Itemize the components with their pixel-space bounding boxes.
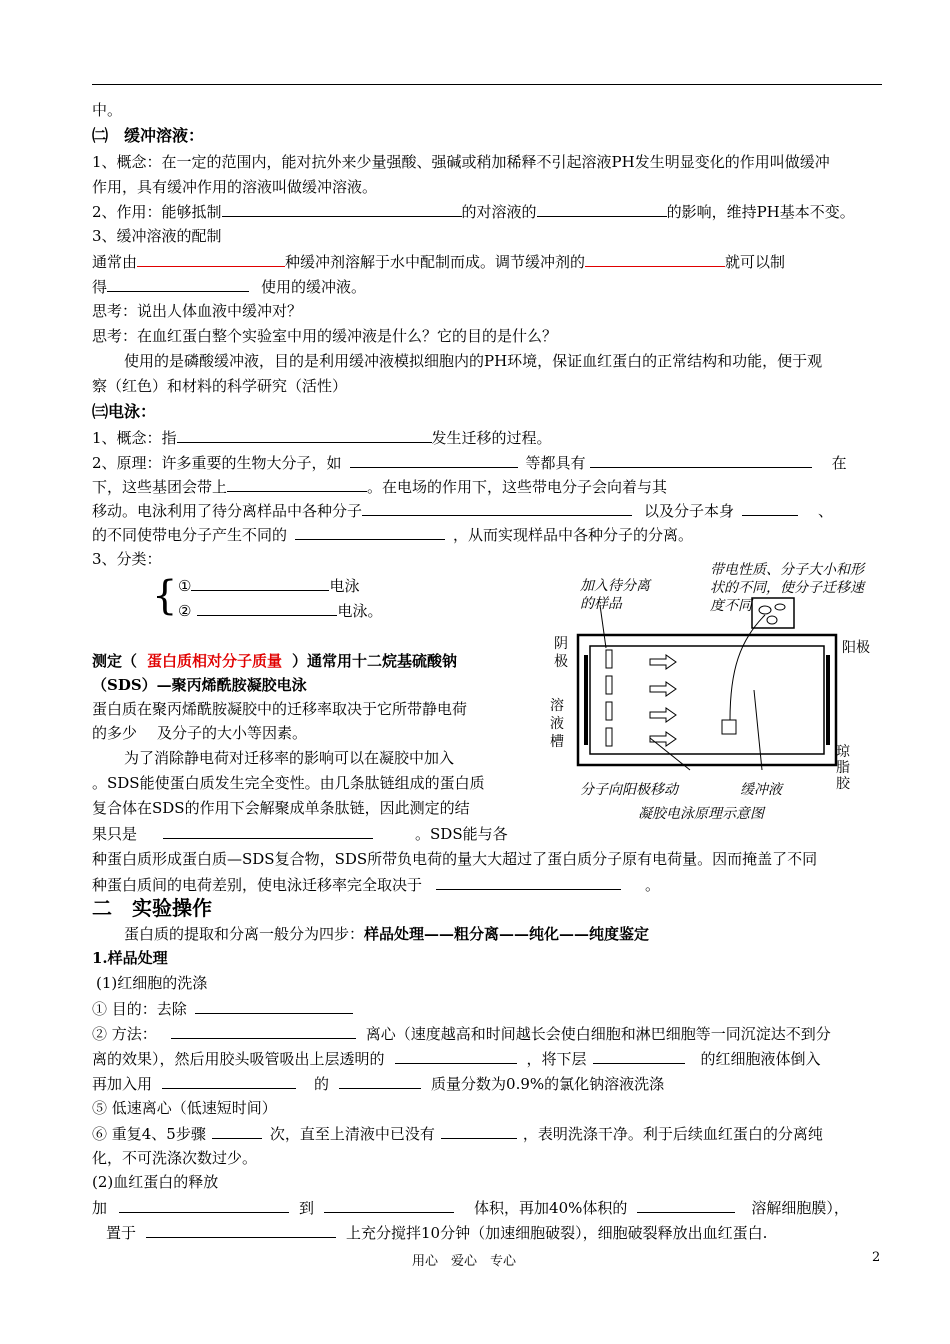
- text: 的多少: [92, 724, 138, 742]
- blank[interactable]: [137, 251, 285, 267]
- think-2: 思考：在血红蛋白整个实验室中用的缓冲液是什么？它的目的是什么？: [92, 327, 558, 345]
- text: 使用的缓冲液。: [261, 278, 367, 296]
- blank[interactable]: [107, 276, 249, 292]
- release-2: [106, 1222, 767, 1243]
- header-rule: [92, 84, 882, 85]
- text: 2、作用：能够抵制: [92, 203, 222, 221]
- arrow-icon: [650, 708, 676, 722]
- blank[interactable]: [436, 874, 621, 890]
- blank[interactable]: [177, 427, 432, 443]
- label-cathode-2: 极: [554, 654, 568, 670]
- think-1: 思考：说出人体血液中缓冲对？: [92, 302, 303, 320]
- sds-title-2: （SDS）—聚丙烯酰胺凝胶电泳: [92, 676, 307, 694]
- release-title: (2)血红蛋白的释放: [92, 1173, 219, 1191]
- text: ，将下层: [526, 1050, 587, 1068]
- label-agar: 琼: [836, 744, 850, 760]
- text: ⑥ 重复4、5步骤: [92, 1125, 206, 1143]
- buffer-function: [92, 201, 855, 222]
- anode-plate: [826, 655, 830, 745]
- blank[interactable]: [222, 201, 462, 217]
- pointer-line: [730, 615, 765, 720]
- pointer-line: [754, 690, 762, 770]
- blank[interactable]: [162, 1073, 296, 1089]
- buffer-prep: [92, 251, 785, 272]
- tank-outer: [578, 635, 836, 765]
- blank[interactable]: [339, 1073, 421, 1089]
- diagram-caption: 凝胶电泳原理示意图: [638, 806, 764, 822]
- text: 再加入用: [92, 1075, 153, 1093]
- sds-title: [92, 651, 457, 671]
- text: ① 目的：去除: [92, 1000, 187, 1018]
- sds-p4: 。SDS能使蛋白质发生完全变性。由几条肽链组成的蛋白质: [92, 774, 485, 792]
- cathode-plate: [584, 655, 588, 745]
- text: 到: [299, 1199, 315, 1217]
- text: 的影响，维持PH基本不变。: [666, 203, 855, 221]
- arrow-icon: [650, 682, 676, 696]
- page-number: 2: [872, 1250, 881, 1265]
- blank[interactable]: [585, 251, 725, 267]
- blank[interactable]: [212, 1123, 262, 1139]
- blank[interactable]: [119, 1197, 289, 1213]
- text: 等都具有: [525, 454, 586, 472]
- text: ）通常用十二烷基硫酸钠: [292, 652, 458, 670]
- blank[interactable]: [593, 1048, 685, 1064]
- text: 蛋白质的提取和分离一般分为四步：: [124, 925, 365, 943]
- label-agar-2: 脂: [836, 760, 850, 776]
- text: 溶解细胞膜），: [751, 1199, 849, 1217]
- footer-motto: 用心 爱心 专心: [412, 1254, 517, 1269]
- text: 种蛋白质间的电荷差别，使电泳迁移率完全取决于: [92, 876, 423, 894]
- blank[interactable]: [191, 575, 329, 591]
- sds-p8: [92, 874, 660, 895]
- blank[interactable]: [350, 452, 518, 468]
- label-sample: 加入待分离: [580, 578, 650, 594]
- wash-step-6: [92, 1123, 823, 1144]
- answer-1: 使用的是磷酸缓冲液，目的是利用缓冲液模拟细胞内的PH环境，保证血红蛋白的正常结构和功能，便于观: [124, 352, 823, 370]
- label-tank: 溶: [550, 698, 564, 714]
- text: 质量分数为0.9%的氯化钠溶液洗涤: [431, 1075, 665, 1093]
- text: 置于: [106, 1224, 137, 1242]
- label-note-3: 度不同: [710, 598, 752, 614]
- text: 在: [831, 454, 847, 472]
- text: ，表明洗涤干净。利于后续血红蛋白的分离纯: [522, 1125, 823, 1143]
- text: 发生迁移的过程。: [431, 429, 552, 447]
- wash-aim: [92, 998, 353, 1019]
- brace: {: [152, 573, 178, 619]
- text: 样品处理——粗分离——纯化——纯度鉴定: [364, 925, 650, 943]
- text: 移动。电泳利用了待分离样品中各种分子: [92, 502, 363, 520]
- text: 加: [92, 1199, 108, 1217]
- step-1-title: 1.样品处理: [92, 949, 168, 967]
- electro-principle-3: [92, 500, 833, 521]
- sample-box: [722, 720, 736, 734]
- label-anode: 阳极: [842, 640, 870, 656]
- blank[interactable]: [163, 823, 373, 839]
- text: 下，这些基团会带上: [92, 478, 228, 496]
- blank[interactable]: [324, 1197, 454, 1213]
- text: 离心（速度越高和时间越长会使白细胞和淋巴细胞等一同沉淀达不到分: [365, 1025, 831, 1043]
- sds-p6: [92, 823, 508, 844]
- blank[interactable]: [146, 1222, 336, 1238]
- well: [606, 728, 612, 746]
- electro-principle-1: [92, 452, 847, 473]
- text: 蛋白质相对分子质量: [147, 652, 283, 670]
- sds-p7: 种蛋白质形成蛋白质—SDS复合物，SDS所带负电荷的量大大超过了蛋白质分子原有电荷量。因而掩盖了不同: [92, 850, 818, 868]
- label-note-2: 状的不同，使分子迁移速: [710, 580, 864, 596]
- sds-p1: 蛋白质在聚丙烯酰胺凝胶中的迁移率取决于它所带静电荷: [92, 700, 468, 718]
- text: 2、原理：许多重要的生物大分子，如: [92, 454, 342, 472]
- electro-class-1: [178, 575, 359, 596]
- electro-principle-4: [92, 524, 693, 545]
- molecule: [767, 616, 777, 624]
- blank[interactable]: [590, 452, 812, 468]
- label-move: 分子向阳极移动: [580, 782, 678, 798]
- molecule: [759, 606, 771, 614]
- ops-intro: [124, 924, 649, 944]
- text: 的对溶液的: [461, 203, 537, 221]
- label-buffer: 缓冲液: [740, 782, 782, 798]
- wash-method: [92, 1023, 831, 1044]
- text: ，从而实现样品中各种分子的分离。: [453, 526, 694, 544]
- buffer-prep-2: [92, 276, 366, 297]
- wash-method-2: [92, 1048, 821, 1069]
- label-tank-3: 槽: [550, 734, 564, 750]
- text: 。在电场的作用下，这些带电分子会向着与其: [367, 478, 668, 496]
- text: 得: [92, 278, 108, 296]
- buffer-concept-1: 1、概念：在一定的范围内，能对抗外来少量强酸、强碱或稍加稀释不引起溶液PH发生明显变化的作用叫做缓冲: [92, 153, 830, 171]
- blank[interactable]: [537, 201, 667, 217]
- text: 的: [314, 1075, 330, 1093]
- well: [606, 650, 612, 668]
- sds-p3: 为了消除静电荷对迁移率的影响可以在凝胶中加入: [124, 749, 455, 767]
- well: [606, 676, 612, 694]
- label-tank-2: 液: [550, 716, 564, 732]
- release-1: [92, 1197, 849, 1218]
- arrow-icon: [650, 732, 676, 746]
- label-note-1: 带电性质、分子大小和形: [710, 562, 864, 578]
- blank[interactable]: [227, 476, 367, 492]
- molecule: [775, 604, 785, 610]
- sds-p5: 复合体在SDS的作用下会解聚成单条肽链，因此测定的结: [92, 799, 470, 817]
- text: ①: [178, 577, 192, 595]
- blank[interactable]: [362, 500, 632, 516]
- buffer-heading: ㈡ 缓冲溶液：: [92, 126, 205, 145]
- text: 电泳。: [337, 602, 383, 620]
- text: ② 方法：: [92, 1025, 157, 1043]
- gel-electrophoresis-diagram: [540, 560, 920, 830]
- text: 测定（: [92, 652, 138, 670]
- arrow-icon: [650, 655, 676, 669]
- text: 种缓冲剂溶解于水中配制而成。调节缓冲剂的: [285, 253, 586, 271]
- answer-2: 察（红色）和材料的科学研究（活性）: [92, 377, 348, 395]
- gel-inner: [590, 646, 824, 754]
- text: 的不同使带电分子产生不同的: [92, 526, 288, 544]
- blank[interactable]: [395, 1048, 517, 1064]
- electro-class-title: 3、分类：: [92, 550, 162, 568]
- electro-class-2: [178, 600, 382, 621]
- top-fragment: 中。: [92, 101, 123, 119]
- text: 离的效果），然后用胶头吸管吸出上层透明的: [92, 1050, 385, 1068]
- label-cathode: 阴: [554, 636, 568, 652]
- blank[interactable]: [742, 500, 798, 516]
- electro-principle-2: [92, 476, 667, 497]
- text: 。: [645, 876, 661, 894]
- text: 体积，再加40%体积的: [474, 1199, 628, 1217]
- text: 通常由: [92, 253, 138, 271]
- text: 。SDS能与各: [415, 825, 508, 843]
- blank[interactable]: [295, 524, 445, 540]
- wash-step-6b: 化，不可洗涤次数过少。: [92, 1149, 258, 1167]
- text: 次，直至上清液中已没有: [269, 1125, 435, 1143]
- text: ②: [178, 602, 192, 620]
- blank[interactable]: [637, 1197, 735, 1213]
- well: [606, 702, 612, 720]
- blank[interactable]: [171, 1023, 356, 1039]
- wash-title: (1)红细胞的洗涤: [96, 974, 208, 992]
- blank[interactable]: [195, 998, 353, 1014]
- electro-concept: [92, 427, 552, 448]
- buffer-prep-title: 3、缓冲溶液的配制: [92, 227, 222, 245]
- ops-heading: 二 实验操作: [92, 896, 212, 920]
- text: 的红细胞液体倒入: [700, 1050, 821, 1068]
- text: 以及分子本身: [644, 502, 735, 520]
- text: 上充分搅拌10分钟（加速细胞破裂），细胞破裂释放出血红蛋白.: [346, 1224, 768, 1242]
- text: 及分子的大小等因素。: [157, 724, 308, 742]
- text: 就可以制: [725, 253, 786, 271]
- buffer-concept-2: 作用，具有缓冲作用的溶液叫做缓冲溶液。: [92, 178, 378, 196]
- electro-heading: ㈢电泳：: [92, 402, 157, 421]
- text: 电泳: [329, 577, 360, 595]
- label-agar-3: 胶: [836, 776, 850, 792]
- blank[interactable]: [197, 600, 337, 616]
- blank[interactable]: [441, 1123, 517, 1139]
- text: 果只是: [92, 825, 138, 843]
- wash-method-3: [92, 1073, 664, 1094]
- text: 、: [818, 502, 834, 520]
- text: 1、概念：指: [92, 429, 177, 447]
- wash-step-5: ⑤ 低速离心（低速短时间）: [92, 1099, 277, 1117]
- label-sample-2: 的样品: [580, 596, 622, 612]
- sds-p2: [92, 723, 307, 743]
